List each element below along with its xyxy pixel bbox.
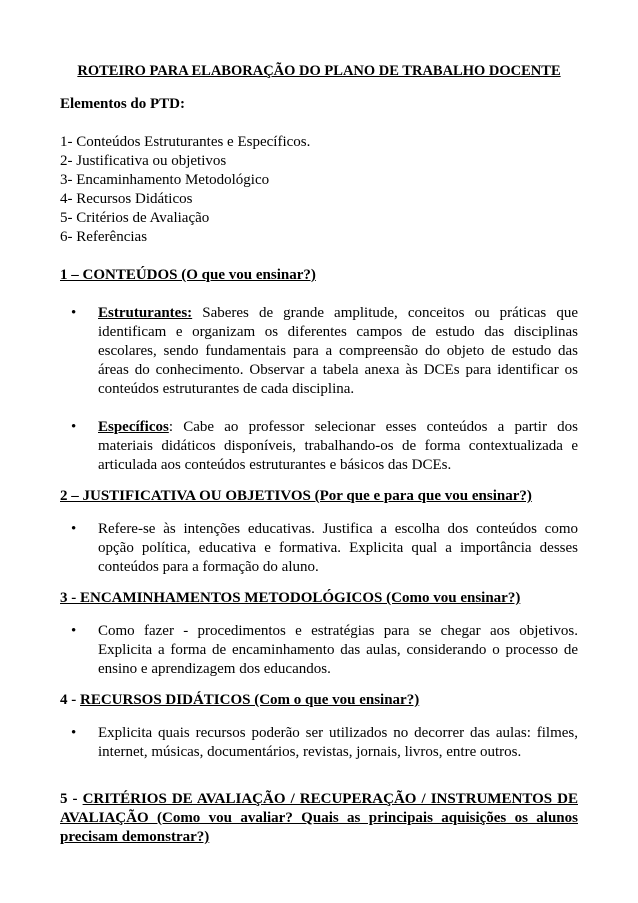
- bullet-text: : Cabe ao professor selecionar esses conteúdos a partir dos materiais didáticos disponíveis, trabalhando-os de forma contextualizada e articulada aos conteúdos estruturantes e básicos das DCEs.: [98, 419, 578, 473]
- bullet-icon: •: [71, 623, 77, 639]
- bullet-icon: •: [71, 521, 77, 537]
- bullet-justificativa: [60, 520, 578, 577]
- bullet-term: Específicos: [98, 419, 169, 435]
- spacer: [60, 506, 578, 520]
- bullet-term: Estruturantes:: [98, 305, 193, 321]
- document-page: [60, 62, 578, 847]
- section-3-heading: 3 - ENCAMINHAMENTOS METODOLÓGICOS (Como vou ensinar?): [60, 590, 521, 606]
- section-5-prefix: 5 -: [60, 791, 83, 807]
- bullet-icon: •: [71, 725, 77, 741]
- element-item: 1- Conteúdos Estruturantes e Específicos.: [60, 134, 311, 150]
- bullet-text: Refere-se às intenções educativas. Justifica a escolha dos conteúdos como opção política, educativa e formativa. Explicita qual a importância desses conteúdos para a formação do aluno.: [98, 521, 578, 575]
- spacer: [60, 762, 578, 790]
- bullet-icon: •: [71, 305, 77, 321]
- spacer: [60, 114, 578, 133]
- spacer: [60, 247, 578, 266]
- document-title: ROTEIRO PARA ELABORAÇÃO DO PLANO DE TRABALHO DOCENTE: [77, 63, 561, 79]
- section-1-heading: 1 – CONTEÚDOS (O que vou ensinar?): [60, 267, 316, 283]
- section-4-title: RECURSOS DIDÁTICOS (Com o que vou ensinar?): [80, 692, 420, 708]
- spacer: [60, 679, 578, 691]
- section-4-heading: [60, 691, 578, 710]
- spacer: [60, 475, 578, 487]
- bullet-especificos: [60, 418, 578, 475]
- spacer: [60, 608, 578, 622]
- section-2-heading: 2 – JUSTIFICATIVA OU OBJETIVOS (Por que e para que vou ensinar?): [60, 488, 532, 504]
- spacer: [60, 710, 578, 724]
- bullet-text: Como fazer - procedimentos e estratégias para se chegar aos objetivos. Explicita a forma de encaminhamento das aulas, considerando o processo de ensino e aprendizagem dos educandos.: [98, 623, 578, 677]
- bullet-encaminhamentos: [60, 622, 578, 679]
- spacer: [60, 577, 578, 589]
- bullet-estruturantes: [60, 304, 578, 399]
- element-item: 6- Referências: [60, 229, 148, 245]
- bullet-icon: •: [71, 419, 77, 435]
- section-4-prefix: 4 -: [60, 692, 80, 708]
- elements-heading: Elementos do PTD:: [60, 96, 185, 112]
- bullet-text: Saberes de grande amplitude, conceitos ou práticas que identificam e organizam os diferentes campos de estudo das disciplinas escolares, sendo fundamentais para a compreensão do objeto de estudo das áreas do conhecimento. Observar a tabela anexa às DCEs para identificar os conteúdos estruturantes de cada disciplina.: [98, 305, 578, 397]
- bullet-recursos: [60, 724, 578, 762]
- section-5-heading: [60, 790, 578, 847]
- spacer: [60, 399, 578, 418]
- spacer: [60, 285, 578, 304]
- element-item: 2- Justificativa ou objetivos: [60, 153, 227, 169]
- element-item: 4- Recursos Didáticos: [60, 191, 193, 207]
- element-item: 3- Encaminhamento Metodológico: [60, 172, 270, 188]
- bullet-text: Explicita quais recursos poderão ser utilizados no decorrer das aulas: filmes, internet, músicas, documentários, revistas, jornais, livros, entre outros.: [98, 725, 578, 760]
- element-item: 5- Critérios de Avaliação: [60, 210, 210, 226]
- section-5-title: CRITÉRIOS DE AVALIAÇÃO / RECUPERAÇÃO / INSTRUMENTOS DE AVALIAÇÃO (Como vou avaliar? Quais as principais aquisições os alunos precisam demonstrar?): [60, 791, 578, 845]
